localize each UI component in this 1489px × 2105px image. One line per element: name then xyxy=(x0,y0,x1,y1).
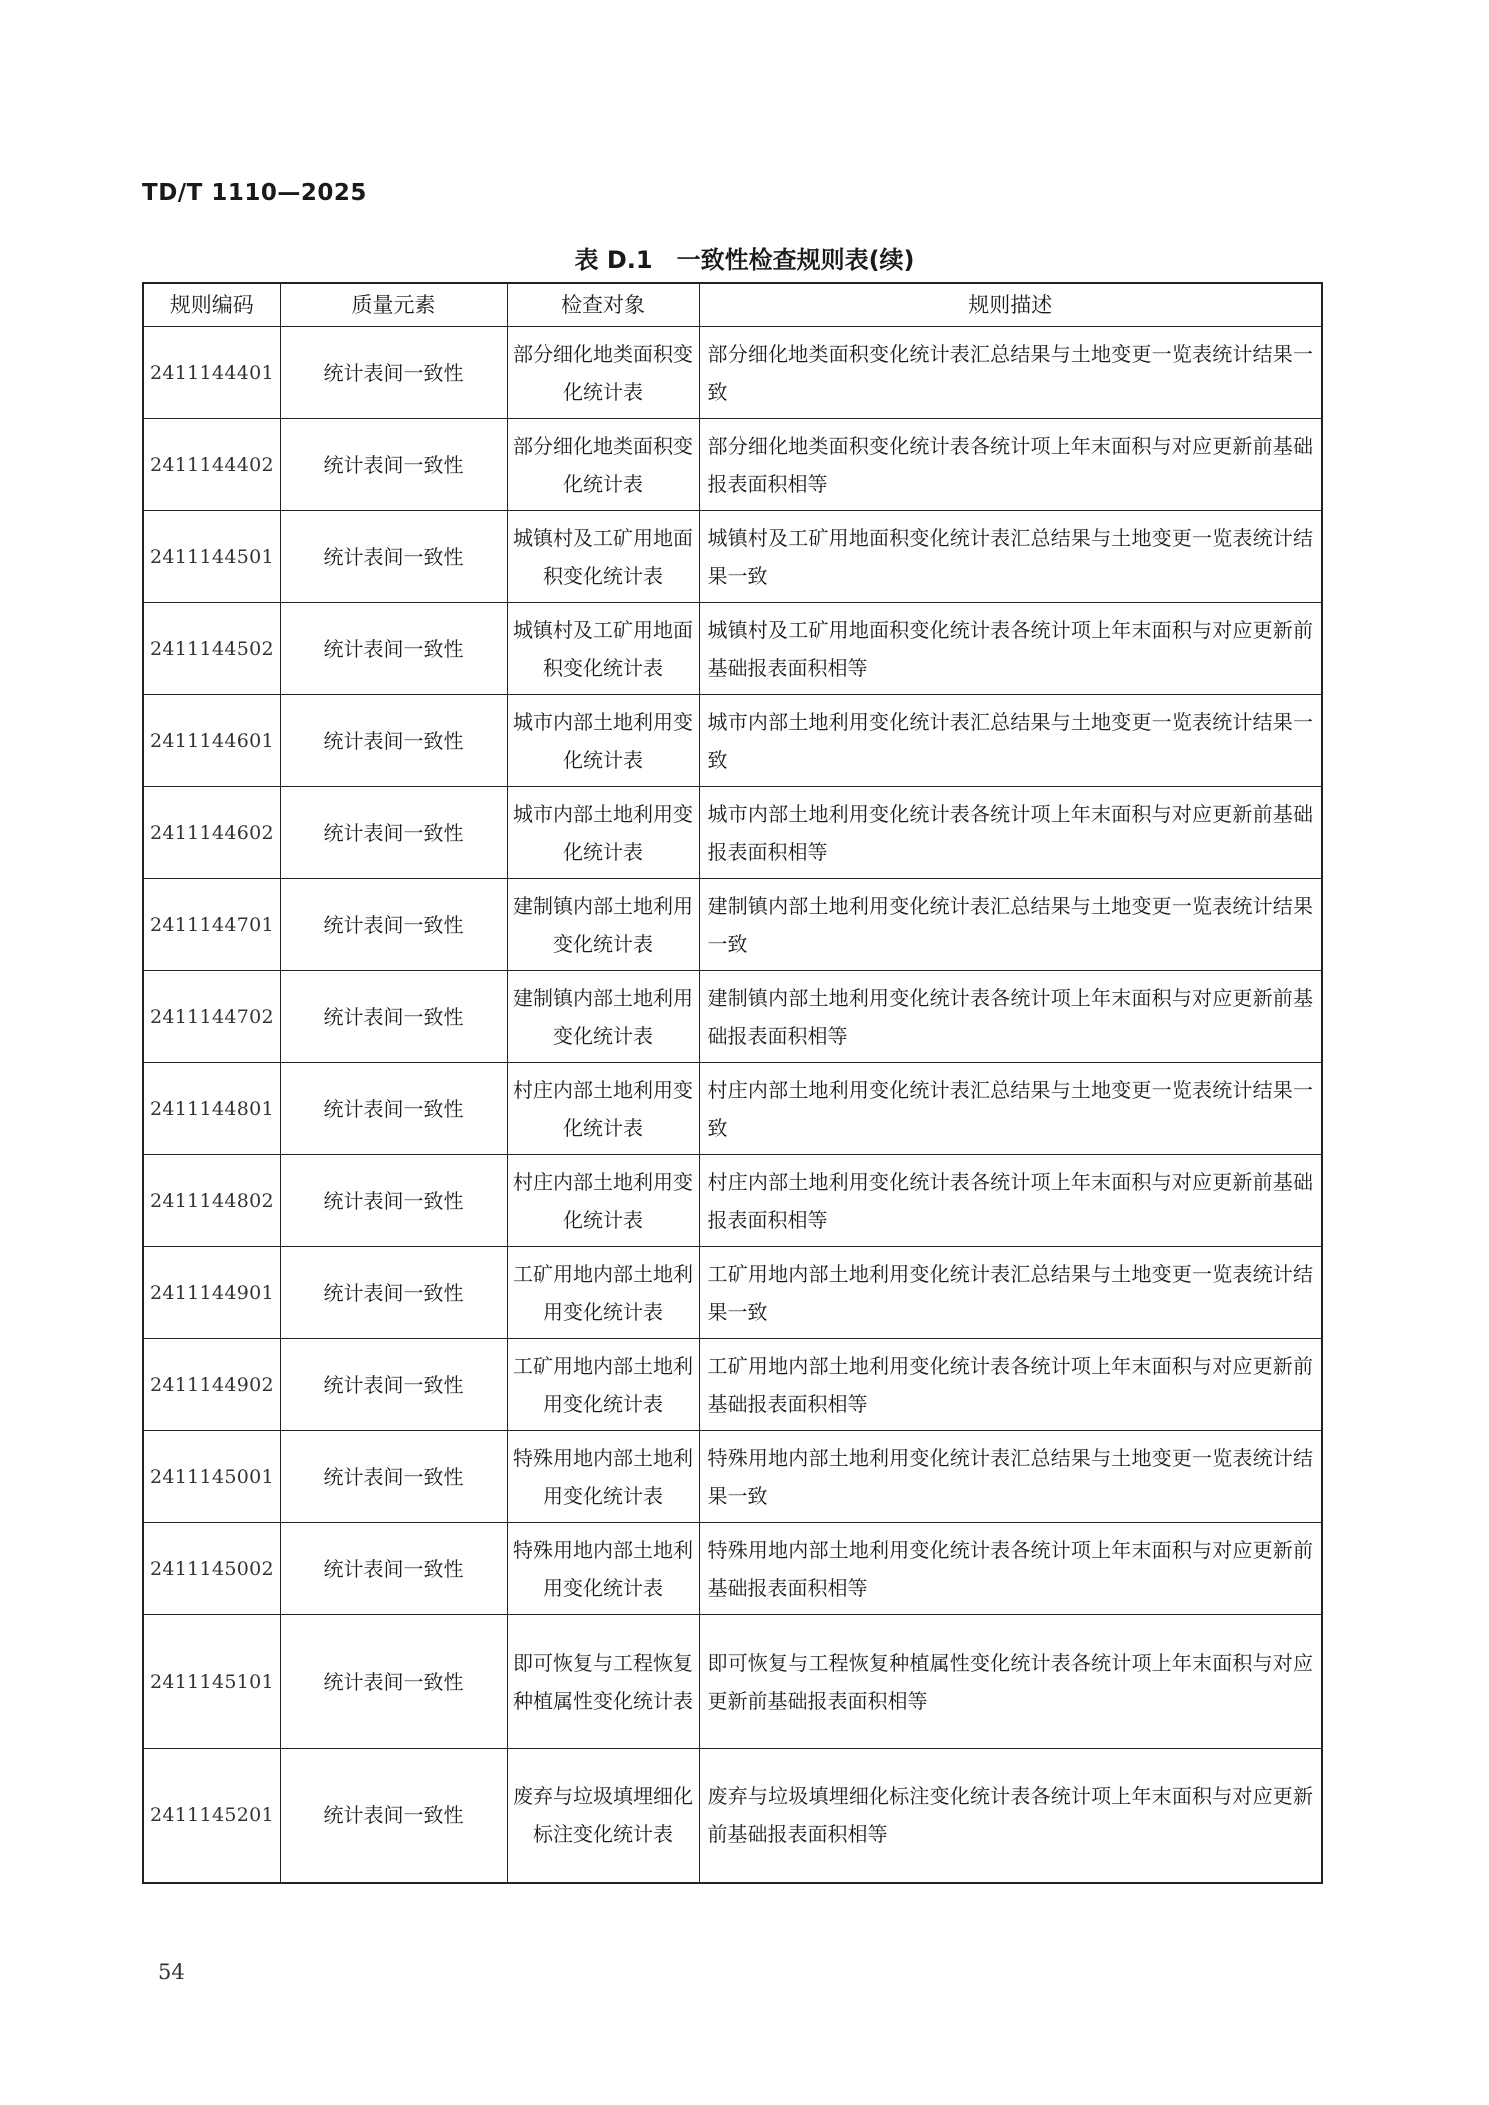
table-row xyxy=(143,1339,1322,1431)
check-object-cell: 即可恢复与工程恢复种植属性变化统计表 xyxy=(507,1615,699,1749)
check-object-cell: 城镇村及工矿用地面积变化统计表 xyxy=(507,511,699,603)
rule-description-cell: 建制镇内部土地利用变化统计表各统计项上年末面积与对应更新前基础报表面积相等 xyxy=(699,971,1322,1063)
table-row xyxy=(143,603,1322,695)
quality-element-cell: 统计表间一致性 xyxy=(280,695,507,787)
table-row xyxy=(143,327,1322,419)
rule-description-cell: 特殊用地内部土地利用变化统计表汇总结果与土地变更一览表统计结果一致 xyxy=(699,1431,1322,1523)
column-header-object: 检查对象 xyxy=(507,283,699,327)
rule-description-cell: 即可恢复与工程恢复种植属性变化统计表各统计项上年末面积与对应更新前基础报表面积相等 xyxy=(699,1615,1322,1749)
rule-code-cell: 2411145001 xyxy=(143,1431,280,1523)
rules-table xyxy=(142,282,1323,1884)
rule-description-cell: 建制镇内部土地利用变化统计表汇总结果与土地变更一览表统计结果一致 xyxy=(699,879,1322,971)
quality-element-cell: 统计表间一致性 xyxy=(280,879,507,971)
table-row xyxy=(143,787,1322,879)
quality-element-cell: 统计表间一致性 xyxy=(280,1247,507,1339)
table-row xyxy=(143,1247,1322,1339)
table-row xyxy=(143,1615,1322,1749)
rule-code-cell: 2411144901 xyxy=(143,1247,280,1339)
rule-code-cell: 2411145201 xyxy=(143,1749,280,1883)
rule-description-cell: 特殊用地内部土地利用变化统计表各统计项上年末面积与对应更新前基础报表面积相等 xyxy=(699,1523,1322,1615)
quality-element-cell: 统计表间一致性 xyxy=(280,1749,507,1883)
rule-code-cell: 2411144402 xyxy=(143,419,280,511)
check-object-cell: 部分细化地类面积变化统计表 xyxy=(507,419,699,511)
column-header-element: 质量元素 xyxy=(280,283,507,327)
rule-description-cell: 村庄内部土地利用变化统计表各统计项上年末面积与对应更新前基础报表面积相等 xyxy=(699,1155,1322,1247)
check-object-cell: 村庄内部土地利用变化统计表 xyxy=(507,1155,699,1247)
page-number: 54 xyxy=(158,1960,185,1984)
check-object-cell: 工矿用地内部土地利用变化统计表 xyxy=(507,1247,699,1339)
quality-element-cell: 统计表间一致性 xyxy=(280,511,507,603)
rule-code-cell: 2411144401 xyxy=(143,327,280,419)
rule-description-cell: 城镇村及工矿用地面积变化统计表各统计项上年末面积与对应更新前基础报表面积相等 xyxy=(699,603,1322,695)
rule-description-cell: 村庄内部土地利用变化统计表汇总结果与土地变更一览表统计结果一致 xyxy=(699,1063,1322,1155)
rule-description-cell: 部分细化地类面积变化统计表汇总结果与土地变更一览表统计结果一致 xyxy=(699,327,1322,419)
table-header-row xyxy=(143,283,1322,327)
quality-element-cell: 统计表间一致性 xyxy=(280,603,507,695)
quality-element-cell: 统计表间一致性 xyxy=(280,971,507,1063)
table-row xyxy=(143,511,1322,603)
table-row xyxy=(143,1155,1322,1247)
rule-code-cell: 2411145002 xyxy=(143,1523,280,1615)
check-object-cell: 废弃与垃圾填埋细化标注变化统计表 xyxy=(507,1749,699,1883)
check-object-cell: 特殊用地内部土地利用变化统计表 xyxy=(507,1523,699,1615)
rule-code-cell: 2411144501 xyxy=(143,511,280,603)
table-row xyxy=(143,1749,1322,1883)
check-object-cell: 特殊用地内部土地利用变化统计表 xyxy=(507,1431,699,1523)
quality-element-cell: 统计表间一致性 xyxy=(280,419,507,511)
rule-description-cell: 城镇村及工矿用地面积变化统计表汇总结果与土地变更一览表统计结果一致 xyxy=(699,511,1322,603)
rule-code-cell: 2411144502 xyxy=(143,603,280,695)
rule-code-cell: 2411144802 xyxy=(143,1155,280,1247)
rule-description-cell: 废弃与垃圾填埋细化标注变化统计表各统计项上年末面积与对应更新前基础报表面积相等 xyxy=(699,1749,1322,1883)
table-row xyxy=(143,695,1322,787)
rule-code-cell: 2411144801 xyxy=(143,1063,280,1155)
rule-code-cell: 2411144902 xyxy=(143,1339,280,1431)
quality-element-cell: 统计表间一致性 xyxy=(280,1155,507,1247)
table-title: 表 D.1 一致性检查规则表(续) xyxy=(574,246,915,274)
document-code: TD/T 1110—2025 xyxy=(142,180,367,206)
rule-code-cell: 2411145101 xyxy=(143,1615,280,1749)
check-object-cell: 建制镇内部土地利用变化统计表 xyxy=(507,879,699,971)
table-row xyxy=(143,971,1322,1063)
table-row xyxy=(143,419,1322,511)
quality-element-cell: 统计表间一致性 xyxy=(280,787,507,879)
quality-element-cell: 统计表间一致性 xyxy=(280,1063,507,1155)
column-header-description: 规则描述 xyxy=(699,283,1322,327)
quality-element-cell: 统计表间一致性 xyxy=(280,1431,507,1523)
check-object-cell: 部分细化地类面积变化统计表 xyxy=(507,327,699,419)
check-object-cell: 城市内部土地利用变化统计表 xyxy=(507,787,699,879)
check-object-cell: 城市内部土地利用变化统计表 xyxy=(507,695,699,787)
rule-code-cell: 2411144601 xyxy=(143,695,280,787)
column-header-code: 规则编码 xyxy=(143,283,280,327)
quality-element-cell: 统计表间一致性 xyxy=(280,1339,507,1431)
quality-element-cell: 统计表间一致性 xyxy=(280,1615,507,1749)
rule-description-cell: 城市内部土地利用变化统计表汇总结果与土地变更一览表统计结果一致 xyxy=(699,695,1322,787)
check-object-cell: 建制镇内部土地利用变化统计表 xyxy=(507,971,699,1063)
table-row xyxy=(143,1431,1322,1523)
check-object-cell: 城镇村及工矿用地面积变化统计表 xyxy=(507,603,699,695)
table-body xyxy=(143,327,1322,1883)
quality-element-cell: 统计表间一致性 xyxy=(280,1523,507,1615)
rule-description-cell: 部分细化地类面积变化统计表各统计项上年末面积与对应更新前基础报表面积相等 xyxy=(699,419,1322,511)
rule-code-cell: 2411144701 xyxy=(143,879,280,971)
rule-code-cell: 2411144702 xyxy=(143,971,280,1063)
table-row xyxy=(143,879,1322,971)
rule-description-cell: 工矿用地内部土地利用变化统计表各统计项上年末面积与对应更新前基础报表面积相等 xyxy=(699,1339,1322,1431)
rule-code-cell: 2411144602 xyxy=(143,787,280,879)
check-object-cell: 村庄内部土地利用变化统计表 xyxy=(507,1063,699,1155)
quality-element-cell: 统计表间一致性 xyxy=(280,327,507,419)
rule-description-cell: 工矿用地内部土地利用变化统计表汇总结果与土地变更一览表统计结果一致 xyxy=(699,1247,1322,1339)
table-row xyxy=(143,1063,1322,1155)
rule-description-cell: 城市内部土地利用变化统计表各统计项上年末面积与对应更新前基础报表面积相等 xyxy=(699,787,1322,879)
table-row xyxy=(143,1523,1322,1615)
check-object-cell: 工矿用地内部土地利用变化统计表 xyxy=(507,1339,699,1431)
